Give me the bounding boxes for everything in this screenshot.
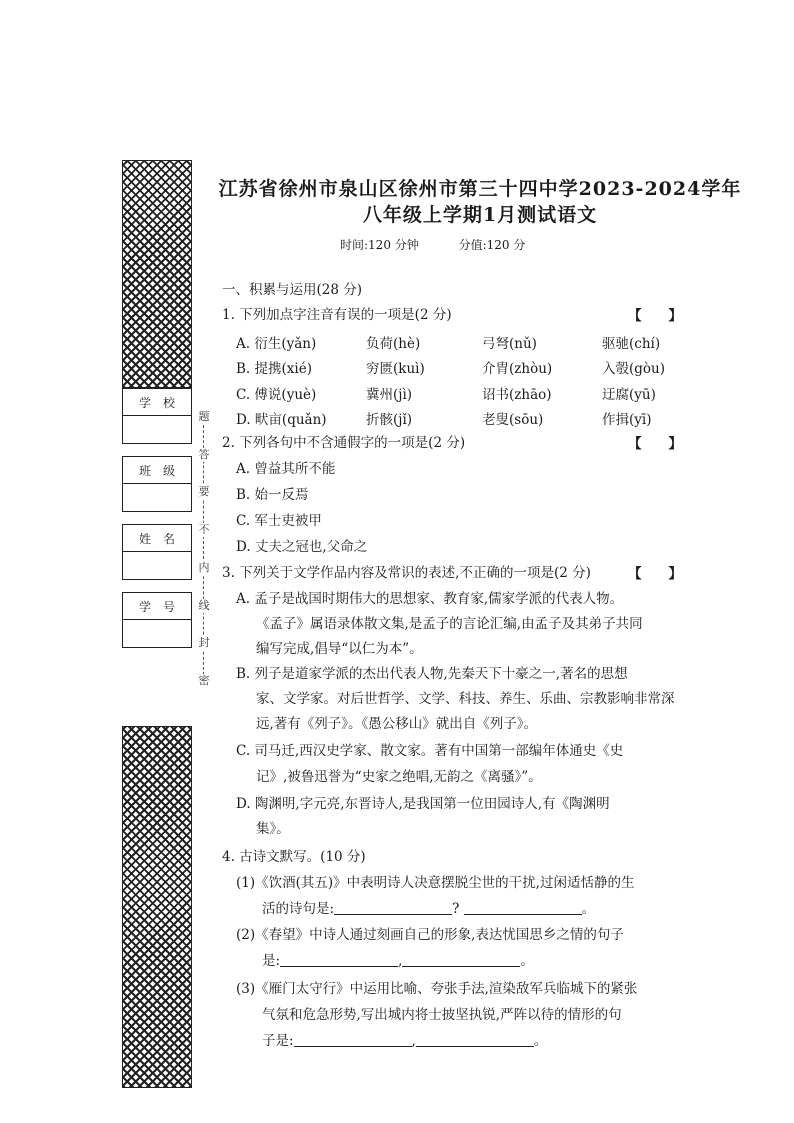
- number-label-1: 学: [138, 599, 151, 614]
- class-label-2: 级: [162, 463, 175, 478]
- seal-char: 密: [198, 673, 210, 687]
- exam-score: 分值:120 分: [458, 238, 526, 252]
- school-field[interactable]: [122, 388, 192, 444]
- q2-answer-bracket[interactable]: 【 】: [628, 436, 682, 452]
- q1-option-cell: 迂腐(yū): [602, 387, 656, 403]
- q4-part3-prompt: (3)《雁门太守行》中运用比喻、夸张手法,渲染敌军兵临城下的紧张: [236, 981, 638, 997]
- punctuation: 。: [533, 1033, 548, 1049]
- q4-part2-answer: [262, 952, 534, 970]
- seal-char: 答: [198, 447, 210, 461]
- q3-option-b-line: 家、文学家。对后世哲学、文学、科技、养生、乐曲、宗教影响非常深: [256, 691, 675, 707]
- q2-option-a: A. 曾益其所不能: [236, 461, 336, 477]
- decorative-hatch-bottom: [122, 726, 192, 1088]
- answer-blank[interactable]: [402, 952, 520, 967]
- q1-option-cell: 穷匮(kuì): [366, 361, 425, 377]
- seal-char: 不: [198, 523, 210, 537]
- q1-option-cell: 折骸(jǐ): [366, 412, 413, 428]
- q1-stem: 1. 下列加点字注音有误的一项是(2 分): [222, 307, 452, 323]
- q4-part3-answer: [262, 1032, 547, 1050]
- seal-line-text: [197, 410, 211, 688]
- q1-option-cell: 老叟(sōu): [482, 412, 544, 428]
- decorative-hatch-top: [122, 160, 192, 388]
- punctuation: ,: [398, 953, 403, 969]
- q1-row-b: [236, 357, 716, 375]
- q4-part1-prompt: (1)《饮酒(其五)》中表明诗人决意摆脱尘世的干扰,过闲适恬静的生: [236, 875, 635, 891]
- q3-option-a-line: 编写完成,倡导“以仁为本”。: [256, 641, 423, 657]
- class-label-1: 班: [138, 463, 151, 478]
- q3-stem: 3. 下列关于文学作品内容及常识的表述,不正确的一项是(2 分): [222, 565, 591, 581]
- q1-option-cell: 入彀(gòu): [602, 361, 665, 377]
- seal-char: 封: [198, 636, 210, 650]
- answer-blank[interactable]: [294, 1032, 412, 1047]
- q1-option-cell: 作揖(yī): [602, 412, 652, 428]
- q1-option-cell: A. 衍生(yǎn): [236, 336, 317, 352]
- q3-answer-bracket[interactable]: 【 】: [628, 566, 682, 582]
- q4-part3-lead: 子是:: [262, 1033, 294, 1049]
- seal-char: 内: [198, 560, 210, 574]
- seal-char: 要: [198, 485, 210, 499]
- name-label-1: 姓: [138, 531, 151, 546]
- q1-answer-bracket[interactable]: 【 】: [628, 308, 682, 324]
- q1-option-cell: 负荷(hè): [366, 336, 421, 352]
- student-number-field[interactable]: [122, 592, 192, 648]
- q3-option-a-line: 《孟子》属语录体散文集,是孟子的言论汇编,由孟子及其弟子共同: [256, 616, 643, 632]
- q3-option-d-line: 集》。: [256, 821, 290, 837]
- punctuation: ,: [411, 1033, 416, 1049]
- q3-option-c-line: C. 司马迁,西汉史学家、散文家。著有中国第一部编年体通史《史: [236, 743, 624, 759]
- class-field[interactable]: [122, 456, 192, 512]
- q2-option-d: D. 丈夫之冠也,父命之: [236, 539, 368, 555]
- exam-title-line2: 八年级上学期1月测试语文: [362, 204, 598, 226]
- q4-part2-lead: 是:: [262, 953, 281, 969]
- answer-blank[interactable]: [334, 900, 452, 915]
- q4-part2-prompt: (2)《春望》中诗人通过刻画自己的形象,表达忧国思乡之情的句子: [236, 927, 624, 943]
- q1-row-c: [236, 383, 716, 401]
- q1-option-cell: 弓弩(nǔ): [482, 336, 537, 352]
- punctuation: ?: [452, 901, 460, 917]
- q4-part3-prompt-cont: 气氛和危急形势,写出城内将士披坚执锐,严阵以待的情形的句: [262, 1007, 622, 1023]
- q3-option-b-line: B. 列子是道家学派的杰出代表人物,先秦天下十豪之一,著名的思想: [236, 666, 628, 682]
- q1-option-cell: 冀州(jì): [366, 387, 413, 403]
- q4-part1-lead: 活的诗句是:: [262, 901, 335, 917]
- q2-stem: 2. 下列各句中不含通假字的一项是(2 分): [222, 435, 466, 451]
- name-field[interactable]: [122, 524, 192, 580]
- school-label-1: 学: [138, 395, 151, 410]
- q3-option-c-line: 记》,被鲁迅誉为“史家之绝唱,无韵之《离骚》”。: [256, 769, 542, 785]
- answer-blank[interactable]: [280, 952, 398, 967]
- q3-option-b-line: 远,著有《列子》。《愚公移山》就出自《列子》。: [256, 716, 538, 732]
- q1-option-cell: B. 提携(xié): [236, 361, 312, 377]
- number-label-2: 号: [162, 599, 175, 614]
- q1-row-d: [236, 408, 716, 426]
- q1-option-cell: 介胄(zhòu): [482, 361, 553, 377]
- exam-title-line1: 江苏省徐州市泉山区徐州市第三十四中学2023-2024学年: [218, 178, 742, 200]
- punctuation: 。: [581, 901, 596, 917]
- q1-row-a: [236, 332, 716, 350]
- exam-meta: [340, 236, 561, 253]
- exam-time: 时间:120 分钟: [340, 238, 419, 252]
- punctuation: 。: [520, 953, 534, 969]
- answer-blank[interactable]: [416, 1032, 534, 1047]
- q1-option-cell: 驱驰(chí): [602, 336, 661, 352]
- q4-stem: 4. 古诗文默写。(10 分): [222, 849, 366, 865]
- q3-option-d-line: D. 陶渊明,字元亮,东晋诗人,是我国第一位田园诗人,有《陶渊明: [236, 796, 610, 812]
- school-label-2: 校: [162, 395, 175, 410]
- q1-option-cell: C. 傅说(yuè): [236, 387, 317, 403]
- q3-option-a-line: A. 孟子是战国时期伟大的思想家、教育家,儒家学派的代表人物。: [236, 591, 624, 607]
- q1-option-cell: D. 畎亩(quǎn): [236, 412, 327, 428]
- q4-part1-answer: [262, 900, 595, 918]
- name-label-2: 名: [162, 531, 175, 546]
- q2-option-b: B. 始一反焉: [236, 487, 309, 503]
- q2-option-c: C. 军士吏被甲: [236, 513, 322, 529]
- seal-char: 线: [198, 598, 210, 612]
- q1-option-cell: 诏书(zhāo): [482, 387, 552, 403]
- section-heading: 一、积累与运用(28 分): [222, 282, 363, 298]
- seal-char: 题: [198, 410, 210, 423]
- answer-blank[interactable]: [464, 900, 582, 915]
